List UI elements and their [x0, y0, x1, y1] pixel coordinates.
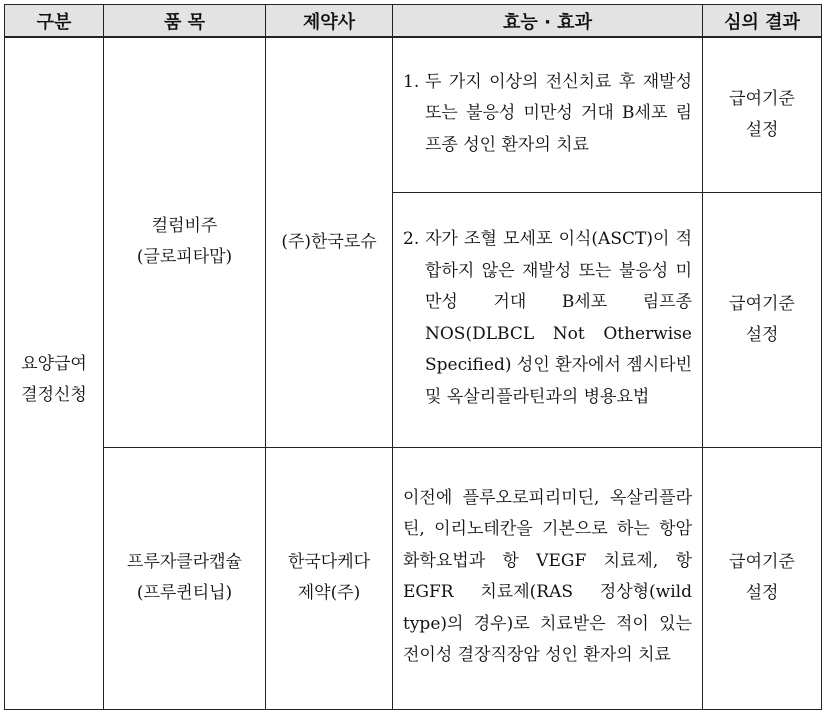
product-generic-name: (글로피타맙): [136, 247, 233, 268]
header-efficacy: 효능 · 효과: [393, 5, 703, 38]
table-row: [5, 37, 822, 192]
manufacturer-cell: [266, 37, 393, 447]
indication-number: 1.: [403, 71, 420, 92]
manufacturer-line1: 한국다케다: [287, 552, 371, 572]
header-product: 품 목: [104, 5, 266, 38]
result-cell: [703, 447, 822, 709]
header-manufacturer: 제약사: [266, 5, 393, 38]
manufacturer-cell: [266, 447, 393, 709]
result-line1: 급여기준: [729, 293, 795, 314]
product-name: 컬럼비주: [151, 216, 218, 237]
result-line1: 급여기준: [729, 552, 795, 572]
result-line2: 설정: [745, 119, 779, 140]
result-cell: [703, 37, 822, 192]
category-line1: 요양급여: [21, 354, 87, 375]
manufacturer-line2: 제약(주): [297, 583, 361, 603]
indication-text: 자가 조혈 모세포 이식(ASCT)이 적합하지 않은 재발성 또는 불응성 미만성 거대 B세포 림프종 NOS(DLBCL Not Otherwise Specified) 성인 환자에서 젬시타빈 및 옥살리플라틴과의 병용요법: [425, 229, 692, 407]
category-line2: 결정신청: [21, 385, 87, 406]
product-name-cell: [104, 447, 266, 709]
table-row: [5, 447, 822, 709]
efficacy-cell: [393, 447, 703, 709]
product-name: 프루자클라캡슐: [127, 552, 242, 572]
indication-number: 2.: [403, 229, 420, 249]
product-generic-name: (프루퀸티닙): [136, 583, 233, 603]
manufacturer-name: (주)한국로슈: [281, 231, 377, 252]
header-result: 심의 결과: [703, 5, 822, 38]
header-row: [5, 5, 822, 38]
result-line2: 설정: [745, 583, 779, 603]
category-cell: [5, 37, 104, 709]
efficacy-cell: [393, 37, 703, 192]
result-line2: 설정: [745, 324, 779, 345]
review-results-table: [4, 4, 822, 710]
indication-text: 두 가지 이상의 전신치료 후 재발성 또는 불응성 미만성 거대 B세포 림프종 성인 환자의 치료: [425, 71, 692, 155]
result-cell: [703, 192, 822, 447]
result-line1: 급여기준: [729, 88, 795, 109]
product-name-cell: [104, 37, 266, 447]
efficacy-cell: [393, 192, 703, 447]
indication-text: 이전에 플루오로피리미딘, 옥살리플라틴, 이리노테칸을 기본으로 하는 항암화학요법과 항 VEGF 치료제, 항 EGFR 치료제(RAS 정상형(wild type)의 경우)로 치료받은 적이 있는 전이성 결장직장암 성인 환자의 치료: [403, 487, 692, 665]
header-category: 구분: [5, 5, 104, 38]
